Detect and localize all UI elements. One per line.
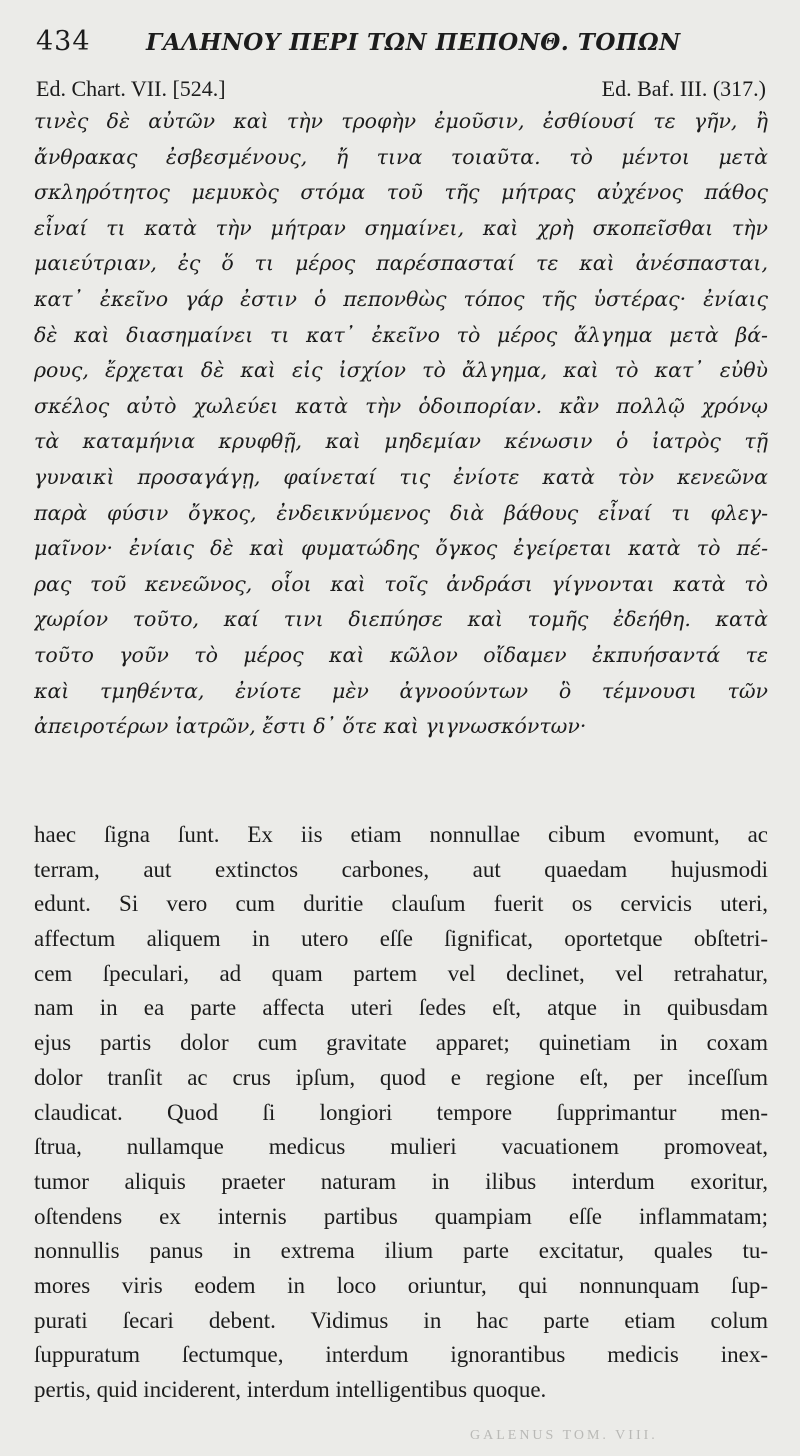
text-line: γυναικὶ προσαγάγῃ, φαίνεταί τις ἐνίοτε κατὰ τὸν κενεῶνα bbox=[34, 464, 768, 489]
edition-reference-basel: Ed. Baf. III. (317.) bbox=[601, 76, 766, 101]
text-line: ρας τοῦ κενεῶνος, οἷοι καὶ τοῖς ἀνδράσι γίγνονται κατὰ τὸ bbox=[34, 571, 768, 596]
text-line: tumor aliquis praeter naturam in ilibus interdum exoritur, bbox=[34, 1168, 768, 1194]
text-line: dolor tranſit ac crus ipſum, quod e regione eſt, per inceſſum bbox=[34, 1064, 768, 1090]
text-line: εἶναί τι κατὰ τὴν μήτραν σημαίνει, καὶ χρὴ σκοπεῖσθαι τὴν bbox=[34, 215, 768, 240]
text-line: pertis, quid inciderent, interdum intelligentibus quoque. bbox=[34, 1377, 547, 1402]
text-line: μαιεύτριαν, ἐς ὅ τι μέρος παρέσπασταί τε καὶ ἀνέσπασται, bbox=[34, 251, 768, 276]
text-line: haec ſigna ſunt. Ex iis etiam nonnullae cibum evomunt, ac bbox=[34, 822, 768, 847]
text-line: τινὲς δὲ αὐτῶν καὶ τὴν τροφὴν ἐμοῦσιν, ἐσθίουσί τε γῆν, ἢ bbox=[34, 109, 768, 133]
text-line: ſtrua, nullamque medicus mulieri vacuationem promoveat, bbox=[34, 1134, 768, 1160]
text-line: ἀπειροτέρων ἰατρῶν, ἔστι δ᾿ ὅτε καὶ γιγνωσκόντων· bbox=[34, 714, 587, 739]
text-line: ejus partis dolor cum gravitate apparet; quinetiam in coxam bbox=[34, 1030, 768, 1056]
text-line: mores viris eodem in loco oriuntur, qui nonnunquam ſup- bbox=[34, 1272, 768, 1298]
text-line: καὶ τμηθέντα, ἐνίοτε μὲν ἀγνοούντων ὃ τέμνουσι τῶν bbox=[34, 678, 768, 703]
edition-reference-chart: Ed. Chart. VII. [524.] bbox=[36, 76, 226, 101]
latin-text-block bbox=[34, 818, 768, 1408]
text-line: edunt. Si vero cum duritie clauſum fuerit os cervicis uteri, bbox=[34, 891, 768, 917]
text-line: oſtendens ex internis partibus quampiam eſſe inflammatam; bbox=[34, 1203, 768, 1229]
text-line: τοῦτο γοῦν τὸ μέρος καὶ κῶλον οἴδαμεν ἐκπυήσαντά τε bbox=[34, 642, 768, 667]
text-line: σκληρότητος μεμυκὸς στόμα τοῦ τῆς μήτρας αὐχένος πάθος bbox=[34, 180, 768, 205]
text-line: claudicat. Quod ſi longiori tempore ſupprimantur men- bbox=[34, 1099, 768, 1125]
text-line: cem ſpeculari, ad quam partem vel declinet, vel retrahatur, bbox=[34, 960, 768, 986]
footer-signature-mark: GALENUS TOM. VIII. bbox=[470, 1428, 658, 1443]
text-line: affectum aliquem in utero eſſe ſignificat, oportetque obſtetri- bbox=[34, 926, 768, 952]
text-line: σκέλος αὐτὸ χωλεύει κατὰ τὴν ὁδοιπορίαν. κἂν πολλῷ χρόνῳ bbox=[34, 393, 768, 418]
text-line: χωρίον τοῦτο, καί τινι διεπύησε καὶ τομῆς ἐδεήθη. κατὰ bbox=[34, 607, 768, 632]
page-header bbox=[36, 26, 776, 66]
text-line: nonnullis panus in extrema ilium parte excitatur, quales tu- bbox=[34, 1238, 768, 1264]
text-line: παρὰ φύσιν ὄγκος, ἐνδεικνύμενος διὰ βάθους εἶναί τι φλεγ- bbox=[34, 500, 768, 525]
text-line: ρους, ἔρχεται δὲ καὶ εἰς ἰσχίον τὸ ἄλγημα, καὶ τὸ κατ᾿ εὐθὺ bbox=[34, 358, 768, 383]
page-number: 434 bbox=[36, 26, 91, 57]
text-line: κατ᾿ ἐκεῖνο γάρ ἐστιν ὁ πεπονθὼς τόπος τῆς ὑστέρας· ἐνίαις bbox=[34, 286, 768, 311]
text-line: δὲ καὶ διασημαίνει τι κατ᾿ ἐκεῖνο τὸ μέρος ἄλγημα μετὰ βά- bbox=[34, 322, 768, 347]
text-line: τὰ καταμήνια κρυφθῇ, καὶ μηδεμίαν κένωσιν ὁ ἰατρὸς τῇ bbox=[34, 429, 768, 454]
text-line: μαῖνον· ἐνίαις δὲ καὶ φυματώδης ὄγκος ἐγείρεται κατὰ τὸ πέ- bbox=[34, 536, 768, 561]
running-title: ΓΑΛΗΝΟΥ ΠΕΡΙ ΤΩΝ ΠΕΠΟΝΘ. ΤΟΠΩΝ bbox=[146, 29, 681, 56]
text-line: nam in ea parte affecta uteri ſedes eſt, atque in quibusdam bbox=[34, 995, 768, 1021]
text-line: ſuppuratum ſectumque, interdum ignorantibus medicis inex- bbox=[34, 1342, 768, 1368]
text-line: purati ſecari debent. Vidimus in hac parte etiam colum bbox=[34, 1307, 768, 1333]
greek-text-block bbox=[34, 104, 768, 745]
text-line: ἄνθρακας ἐσβεσμένους, ἤ τινα τοιαῦτα. τὸ μέντοι μετὰ bbox=[34, 144, 768, 169]
text-line: terram, aut extinctos carbones, aut quaedam hujusmodi bbox=[34, 856, 768, 882]
